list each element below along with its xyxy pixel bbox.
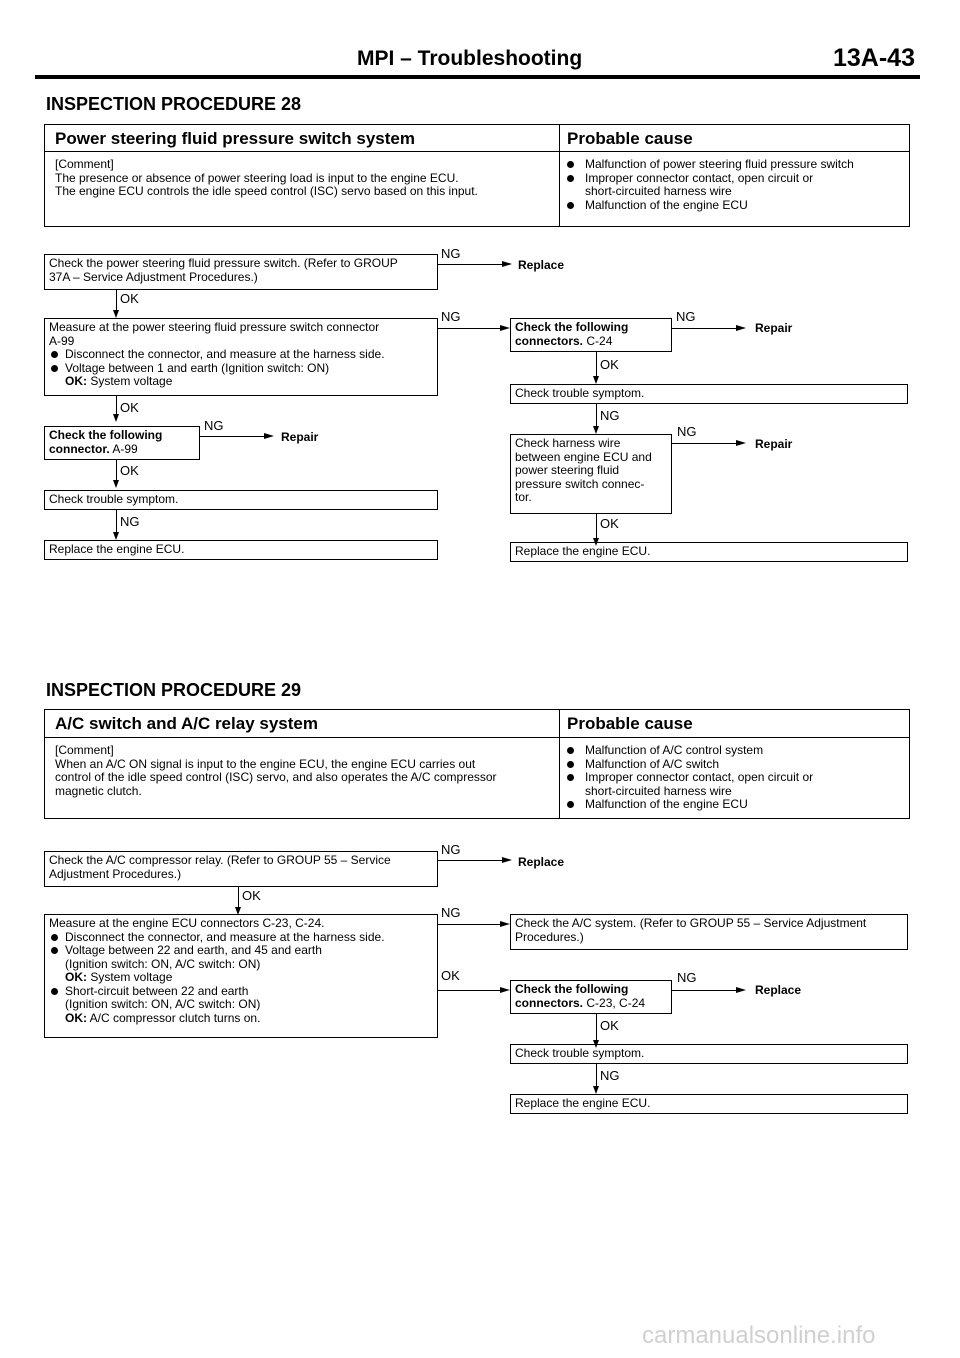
arrow-down-icon <box>593 376 599 384</box>
list-item: Malfunction of the engine ECU <box>561 798 906 812</box>
action-replace: Replace <box>518 258 565 272</box>
flow-step-check-ac-system: Check the A/C system. (Refer to GROUP 55 – Service Adjustment Procedures.) <box>510 914 908 950</box>
arrow-line <box>596 1064 597 1086</box>
arrow-right-icon <box>736 987 746 993</box>
list-item: Malfunction of the engine ECU <box>561 199 906 213</box>
arrow-line <box>116 290 117 310</box>
flow-step-replace-ecu: Replace the engine ECU. <box>510 1094 908 1114</box>
procedure-29-header-table <box>44 709 910 819</box>
flow-step-replace-ecu: Replace the engine ECU. <box>44 540 438 560</box>
arrow-line <box>438 860 502 861</box>
flow-step-check-relay: Check the A/C compressor relay. (Refer to GROUP 55 – Service Adjustment Procedures.) <box>44 851 438 887</box>
table-header-divider <box>45 737 909 738</box>
column-divider <box>559 125 560 226</box>
arrow-line <box>596 514 597 538</box>
ng-label: NG <box>441 842 461 857</box>
arrow-line <box>116 460 117 480</box>
action-replace: Replace <box>755 983 802 997</box>
flow-step-check-connector: Check the following connector. A-99 <box>44 426 200 460</box>
arrow-right-icon <box>500 987 510 993</box>
ok-label: OK <box>120 463 139 478</box>
arrow-down-icon <box>113 310 119 318</box>
watermark: carmanualsonline.info <box>642 1322 876 1349</box>
flow-step-check-switch: Check the power steering fluid pressure switch. (Refer to GROUP 37A – Service Adjustment Procedures.) <box>44 254 438 290</box>
arrow-right-icon <box>502 261 512 267</box>
arrow-line <box>200 436 264 437</box>
arrow-line <box>596 352 597 376</box>
procedure-29-title: INSPECTION PROCEDURE 29 <box>46 680 302 700</box>
flow-step-check-symptom: Check trouble symptom. <box>44 490 438 510</box>
arrow-line <box>672 990 736 991</box>
ng-label: NG <box>120 514 140 529</box>
arrow-right-icon <box>264 433 274 439</box>
ng-label: NG <box>676 309 696 324</box>
list-item: Malfunction of A/C switch <box>561 758 906 772</box>
flow-step-check-connectors-c23-c24: Check the following connectors. C-23, C-24 <box>510 980 672 1014</box>
ok-label: OK <box>120 291 139 306</box>
arrow-line <box>672 328 736 329</box>
header-rule <box>35 75 920 79</box>
arrow-line <box>238 887 239 907</box>
ok-label: OK <box>120 400 139 415</box>
probable-cause-list: Malfunction of power steering fluid pressure switch Improper connector contact, open circuit or short-circuited harness wire Malfunction of the engine ECU <box>561 158 906 212</box>
ok-label: OK <box>600 357 619 372</box>
ng-label: NG <box>441 905 461 920</box>
ok-label: OK <box>441 968 460 983</box>
arrow-line <box>438 264 502 265</box>
arrow-right-icon <box>500 921 510 927</box>
list-item: Improper connector contact, open circuit or <box>561 771 906 785</box>
ng-label: NG <box>441 246 461 261</box>
flow-step-check-connectors-c24: Check the following connectors. C-24 <box>510 318 672 352</box>
list-item: Improper connector contact, open circuit or <box>561 172 906 186</box>
arrow-line <box>596 404 597 426</box>
arrow-down-icon <box>593 426 599 434</box>
ng-label: NG <box>677 970 697 985</box>
arrow-down-icon <box>113 532 119 540</box>
list-item: Malfunction of power steering fluid pressure switch <box>561 158 906 172</box>
page-number: 13A-43 <box>833 44 915 72</box>
probable-cause-list: Malfunction of A/C control system Malfunction of A/C switch Improper connector contact, open circuit or short-circuited harness wire Malfunction of the engine ECU <box>561 744 906 812</box>
arrow-right-icon <box>736 325 746 331</box>
arrow-down-icon <box>113 480 119 488</box>
comment-text: [Comment] When an A/C ON signal is input to the engine ECU, the engine ECU carries out control of the idle speed control (ISC) servo, and also operates the A/C compressor magnetic clutch. <box>55 743 497 798</box>
arrow-right-icon <box>502 857 512 863</box>
action-repair: Repair <box>755 437 793 451</box>
arrow-down-icon <box>593 1086 599 1094</box>
procedure-28-header-table <box>44 124 910 227</box>
system-heading: Power steering fluid pressure switch system <box>55 129 415 148</box>
ok-label: OK <box>242 888 261 903</box>
arrow-down-icon <box>113 414 119 422</box>
arrow-line <box>672 443 736 444</box>
ng-label: NG <box>441 309 461 324</box>
arrow-line <box>116 396 117 414</box>
ok-label: OK <box>600 516 619 531</box>
column-divider <box>559 710 560 818</box>
probable-cause-heading: Probable cause <box>567 714 693 733</box>
action-repair: Repair <box>755 321 793 335</box>
procedure-28-title: INSPECTION PROCEDURE 28 <box>46 94 302 114</box>
flow-step-measure-connector: Measure at the power steering fluid pressure switch connector A-99 Disconnect the connector, and measure at the harness side. Voltage between 1 and earth (Ignition switch: ON) OK: System voltage <box>44 318 438 396</box>
list-item: Malfunction of A/C control system <box>561 744 906 758</box>
flow-step-check-harness: Check harness wire between engine ECU and power steering fluid pressure switch connec- tor. <box>510 434 672 514</box>
arrow-right-icon <box>500 325 510 331</box>
arrow-line <box>596 1014 597 1040</box>
arrow-line <box>116 510 117 532</box>
arrow-line <box>438 990 500 991</box>
page-header-title: MPI – Troubleshooting <box>357 47 583 70</box>
ok-label: OK <box>600 1018 619 1033</box>
comment-text: [Comment] The presence or absence of power steering load is input to the engine ECU. The engine ECU controls the idle speed control (ISC) servo based on this input. <box>55 157 478 198</box>
probable-cause-heading: Probable cause <box>567 129 693 148</box>
arrow-line <box>438 924 500 925</box>
action-repair: Repair <box>281 430 319 444</box>
ng-label: NG <box>600 408 620 423</box>
ng-label: NG <box>600 1068 620 1083</box>
flow-step-check-symptom: Check trouble symptom. <box>510 1044 908 1064</box>
arrow-line <box>438 328 500 329</box>
flow-step-replace-ecu: Replace the engine ECU. <box>510 542 908 562</box>
table-header-divider <box>45 151 909 152</box>
system-heading: A/C switch and A/C relay system <box>55 714 318 733</box>
action-replace: Replace <box>518 855 565 869</box>
ng-label: NG <box>204 418 224 433</box>
ng-label: NG <box>677 424 697 439</box>
arrow-right-icon <box>736 440 746 446</box>
flow-step-check-symptom: Check trouble symptom. <box>510 384 908 404</box>
flow-step-measure-ecu-connectors: Measure at the engine ECU connectors C-23, C-24. Disconnect the connector, and measure at the harness side. Voltage between 22 and earth, and 45 and earth (Ignition switch: ON, A/C switch: ON) OK: System voltage Short-circuit between 22 and earth (Ignition switch: ON, A/C switch: ON) OK: A/C compressor clutch turns on. <box>44 914 438 1038</box>
